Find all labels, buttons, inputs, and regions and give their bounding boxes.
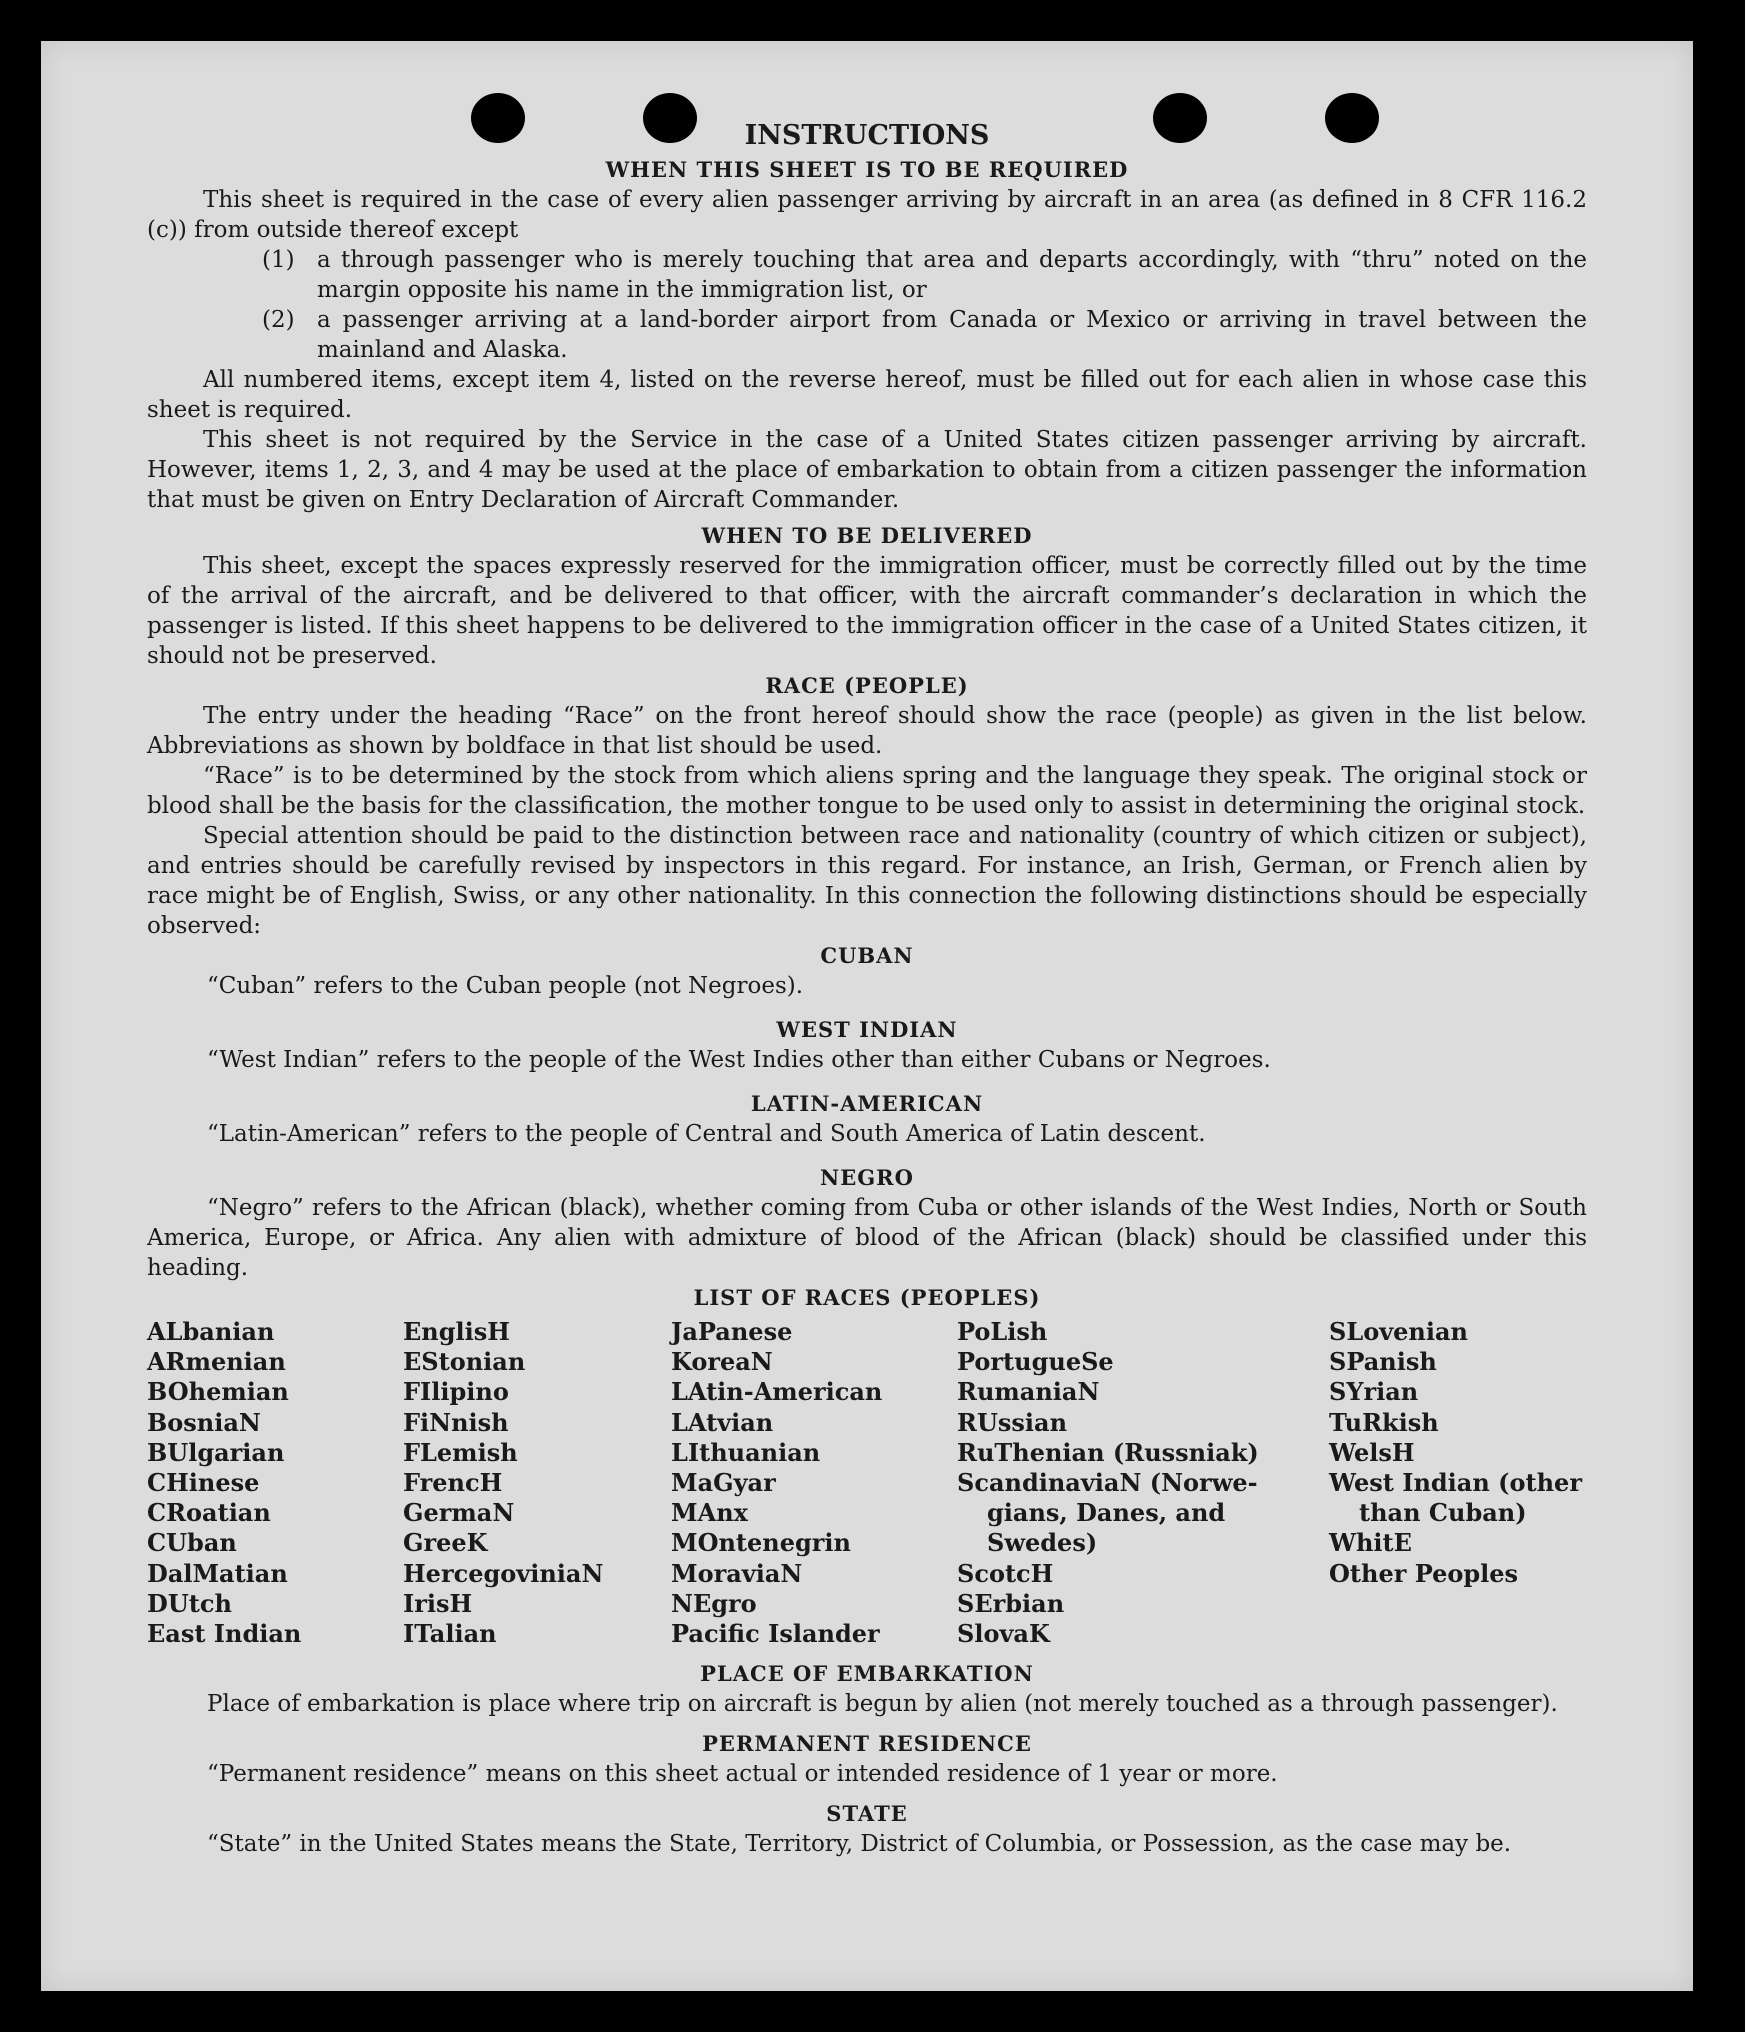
heading-when-delivered: WHEN TO BE DELIVERED [701,523,1033,548]
race-entry: RuThenian (Russniak) [957,1437,1259,1467]
document-page [41,41,1693,1991]
race-entry: KoreaN [671,1347,773,1377]
races-column-4 [957,1317,1329,1649]
definition-cuban: “Cuban” refers to the Cuban people (not Negroes). [207,973,804,999]
state-paragraph: “State” in the United States means the State, Territory, District of Columbia, or Possession, as the case may be. [207,1831,1512,1858]
race-entry: LAtvian [671,1407,774,1437]
race-entry: WhitE [1329,1528,1412,1558]
race-entry: RumaniaN [957,1377,1100,1407]
races-column-3 [671,1317,957,1649]
heading-latin-american: LATIN-AMERICAN [750,1091,984,1116]
race-entry: SYrian [1329,1377,1419,1407]
race-entry: ARmenian [147,1347,286,1377]
race-entry-continued: than Cuban) [1359,1498,1527,1528]
race-entry: BosniaN [147,1407,261,1437]
race-entry: CHinese [147,1468,260,1498]
race-entry: DUtch [147,1588,232,1618]
exception-item [147,245,1587,305]
definition-latin-american: “Latin-American” refers to the people of Central and South America of Latin descent. [207,1121,1206,1147]
exception-item [147,305,1587,365]
race-entry: SErbian [957,1588,1065,1618]
heading-permanent-residence: PERMANENT RESIDENCE [702,1731,1032,1757]
race-paragraph-3: Special attention should be paid to the distinction between race and nationality (country of which citizen or subject), and entries should be carefully revised by inspectors in this regard. For instance, an Irish, German, or French alien by race might be of English, Swiss, or any other nationality. In this connection the following distinctions should be especially observed: [147,823,1587,939]
race-entry: SPanish [1329,1347,1437,1377]
heading-embarkation: PLACE OF EMBARKATION [700,1661,1034,1687]
race-paragraph-1: The entry under the heading “Race” on the front hereof should show the race (people) as given in the list below. Abbreviations as shown by boldface in that list should be used. [147,703,1587,759]
race-entry: SlovaK [957,1619,1050,1649]
race-entry: GreeK [403,1528,488,1558]
race-paragraph-2: “Race” is to be determined by the stock from which aliens spring and the language they speak. The original stock or blood shall be the basis for the classification, the mother tongue to be used only to assist in determining the original stock. [147,763,1587,819]
race-entry: ITalian [403,1619,497,1649]
definition-negro: “Negro” refers to the African (black), whether coming from Cuba or other islands of the West Indies, North or South America, Europe, or Africa. Any alien with admixture of blood of the African (black) should be classified under this heading. [147,1195,1587,1281]
race-entry: ALbanian [147,1317,275,1346]
race-entry: MaGyar [671,1468,776,1498]
race-entry: BOhemian [147,1377,289,1407]
residence-paragraph: “Permanent residence” means on this sheet actual or intended residence of 1 year or more. [207,1761,1278,1788]
heading-cuban: CUBAN [820,943,914,968]
races-column-2 [403,1317,671,1649]
exception-text: a through passenger who is merely touching that area and departs accordingly, with “thru” noted on the margin opposite his name in the immigration list, or [317,247,1587,303]
race-entry: FLemish [403,1437,518,1467]
exception-number: (2) [262,307,295,333]
instructions-body [147,119,1587,1859]
race-entry: FIlipino [403,1377,509,1407]
race-entry: WelsH [1329,1437,1415,1467]
race-entry: MAnx [671,1498,748,1528]
race-entry: SLovenian [1329,1317,1468,1346]
heading-state: STATE [826,1801,908,1827]
heading-west-indian: WEST INDIAN [776,1017,958,1042]
race-entry: PortugueSe [957,1347,1114,1377]
required-intro: This sheet is required in the case of every alien passenger arriving by aircraft in an area (as defined in 8 CFR 116.2 (c)) from outside thereof except [147,187,1587,243]
exception-number: (1) [262,247,295,273]
race-entry: MOntenegrin [671,1528,851,1558]
race-entry: West Indian (other [1329,1468,1582,1498]
race-entry: RUssian [957,1407,1068,1437]
race-entry: CRoatian [147,1498,271,1528]
races-column-5 [1329,1317,1587,1649]
embarkation-paragraph: Place of embarkation is place where trip on aircraft is begun by alien (not merely touched as a through passenger). [207,1691,1558,1718]
exception-text: a passenger arriving at a land-border airport from Canada or Mexico or arriving in travel between the mainland and Alaska. [317,307,1587,363]
race-entry: JaPanese [671,1317,793,1346]
race-entry: FrencH [403,1468,503,1498]
races-column-1 [147,1317,403,1649]
race-entry: CUban [147,1528,237,1558]
race-entry: ScandinaviaN (Norwe- [957,1468,1258,1498]
race-entry-continued: gians, Danes, and [987,1498,1226,1528]
heading-list-of-races: LIST OF RACES (PEOPLES) [693,1285,1041,1310]
races-list [147,1317,1587,1649]
delivered-paragraph: This sheet, except the spaces expressly reserved for the immigration officer, must be correctly filled out by the time of the arrival of the aircraft, and be delivered to that officer, with the aircraft commander’s declaration in which the passenger is listed. If this sheet happens to be delivered to the immigration officer in the case of a United States citizen, it should not be preserved. [147,553,1587,669]
race-entry: LAtin-American [671,1377,883,1407]
heading-race: RACE (PEOPLE) [765,673,969,698]
race-entry: EStonian [403,1347,526,1377]
definition-west-indian: “West Indian” refers to the people of the West Indies other than either Cubans or Negroes. [207,1047,1271,1073]
race-entry: PoLish [957,1317,1048,1346]
page-title: INSTRUCTIONS [744,120,990,151]
race-entry: HercegoviniaN [403,1558,604,1588]
race-entry: DalMatian [147,1558,288,1588]
citizen-paragraph: This sheet is not required by the Service in the case of a United States citizen passenger arriving by aircraft. However, items 1, 2, 3, and 4 may be used at the place of embarkation to obtain from a citizen passenger the information that must be given on Entry Declaration of Aircraft Commander. [147,427,1587,513]
race-entry: Other Peoples [1329,1558,1519,1588]
race-entry: ScotcH [957,1558,1054,1588]
race-entry: MoraviaN [671,1558,803,1588]
numbered-items-paragraph: All numbered items, except item 4, listed on the reverse hereof, must be filled out for each alien in whose case this sheet is required. [147,367,1587,423]
race-entry: LIthuanian [671,1437,821,1467]
heading-negro: NEGRO [820,1165,914,1190]
heading-when-required: WHEN THIS SHEET IS TO BE REQUIRED [605,157,1129,182]
race-entry: Pacific Islander [671,1619,880,1649]
race-entry: BUlgarian [147,1437,285,1467]
race-entry-continued: Swedes) [987,1528,1098,1558]
race-entry: TuRkish [1329,1407,1439,1437]
race-entry: GermaN [403,1498,515,1528]
race-entry: East Indian [147,1619,302,1649]
race-entry: EnglisH [403,1317,510,1346]
race-entry: FiNnish [403,1407,509,1437]
race-entry: IrisH [403,1588,473,1618]
race-entry: NEgro [671,1588,757,1618]
